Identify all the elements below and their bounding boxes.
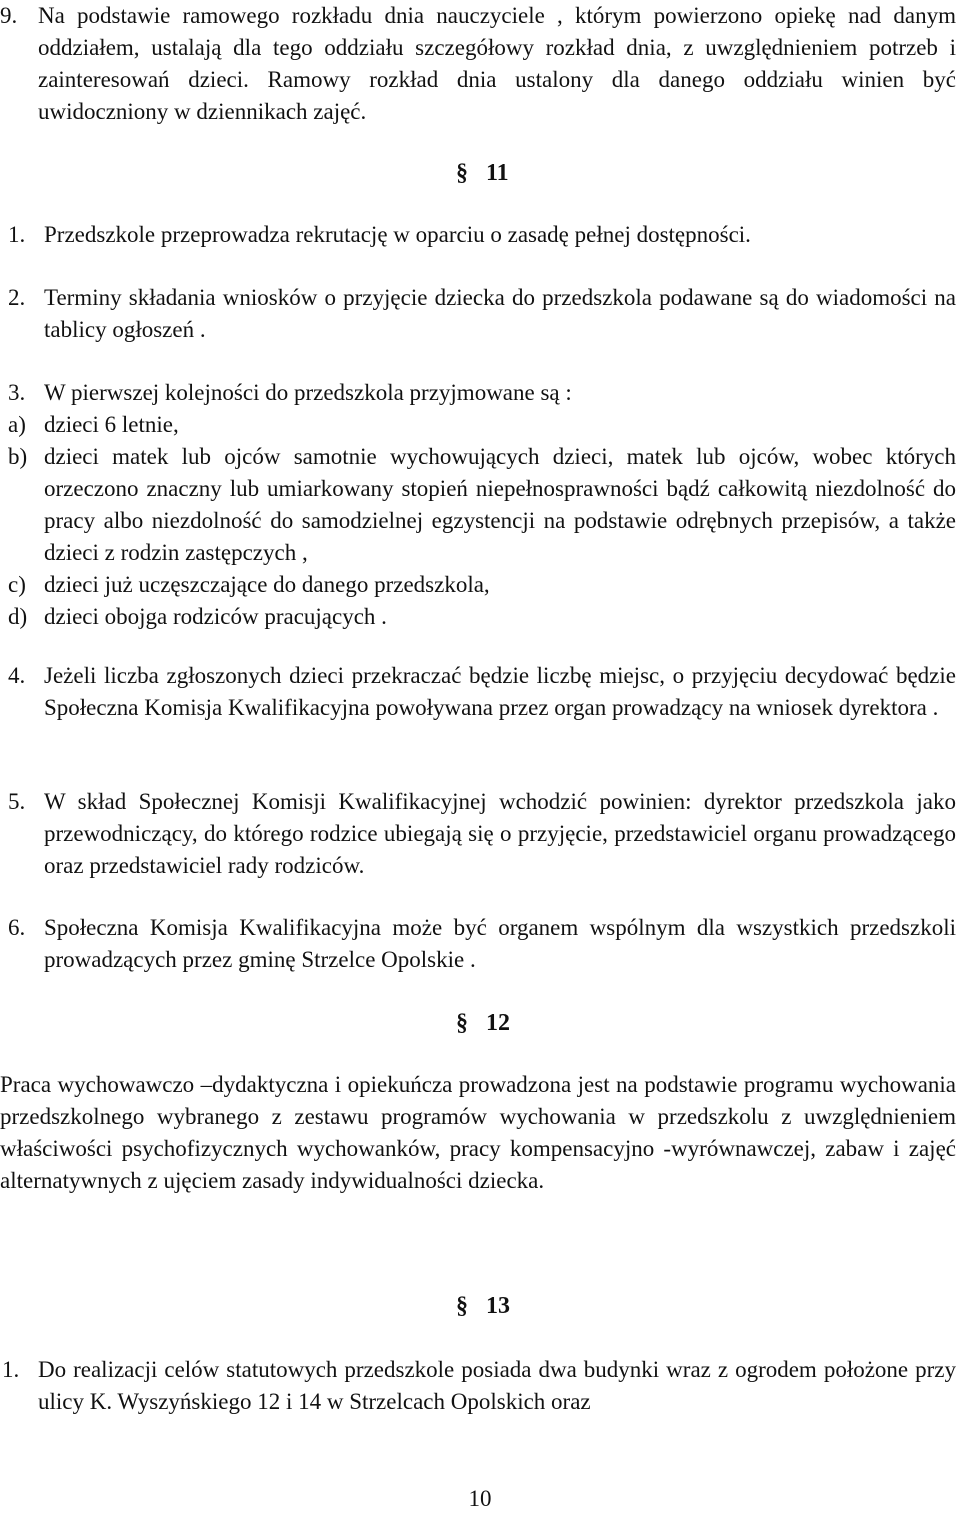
section-13-item-1 [2, 1354, 956, 1418]
section-number: 13 [486, 1293, 510, 1319]
item-number: 3. [8, 380, 26, 405]
sub-item-text: dzieci obojga rodziców pracujących . [44, 604, 387, 629]
item-text: Do realizacji celów statutowych przedszkole posiada dwa budynki wraz z ogrodem położone przy ulicy K. Wyszyńskiego 12 i 14 w Strzelcach Opolskich oraz [38, 1357, 956, 1414]
section-heading-11 [456, 157, 509, 189]
item-3-intro [8, 377, 956, 409]
item-text: W skład Społecznej Komisji Kwalifikacyjnej wchodzić powinien: dyrektor przedszkola jako przewodniczący, do którego rodzice ubiegają się o przyjęcie, przedstawiciel organu prowadzącego oraz przedstawiciel rady rodziców. [44, 789, 956, 878]
section-symbol: § [456, 1010, 468, 1036]
section-11-item-5 [8, 786, 956, 882]
item-text: Przedszkole przeprowadza rekrutację w oparciu o zasadę pełnej dostępności. [44, 222, 751, 247]
sub-item-label: b) [8, 444, 28, 469]
item-text: Na podstawie ramowego rozkładu dnia nauczyciele , którym powierzono opiekę nad danym oddziałem, ustalają dla tego oddziału szczegółowy rozkład dnia, z uwzględnieniem potrzeb i zainteresowań dzieci. Ramowy rozkład dnia ustalony dla danego oddziału winien być uwidoczniony w dziennikach zajęć. [38, 3, 956, 124]
section-heading-12 [456, 1007, 510, 1039]
item-text: Jeżeli liczba zgłoszonych dzieci przekraczać będzie liczbę miejsc, o przyjęciu decydować będzie Społeczna Komisja Kwalifikacyjna powoływana przez organ prowadzący na wniosek dyrektora . [44, 663, 956, 720]
section-number: 12 [486, 1010, 510, 1036]
section-number: 11 [486, 160, 509, 186]
section-heading-13 [456, 1290, 510, 1322]
section-11-item-3 [8, 377, 956, 633]
section-11-item-1 [8, 219, 956, 251]
section-12-text: Praca wychowawczo –dydaktyczna i opiekuńcza prowadzona jest na podstawie programu wychowania przedszkolnego wybranego z zestawu programów wychowania w przedszkolu z uwzględnieniem właściwości psychofizycznych wychowanków, pracy kompensacyjno -wyrównawczej, zabaw i zajęć alternatywnych z ujęciem zasady indywidualności dziecka. [0, 1072, 956, 1193]
sub-item-label: a) [8, 412, 26, 437]
sub-item-text: dzieci matek lub ojców samotnie wychowujących dzieci, matek lub ojców, wobec których orzeczono znaczny lub umiarkowany stopień niepełnosprawności bądź całkowitą niezdolność do pracy albo niezdolność do samodzielnej egzystencji na podstawie odrębnych przepisów, a także dzieci z rodzin zastępczych , [44, 444, 956, 565]
sub-item-d [8, 601, 956, 633]
page-number: 10 [468, 1486, 492, 1511]
item-number: 1. [2, 1357, 20, 1382]
section-symbol: § [456, 1293, 468, 1319]
item-number: 5. [8, 789, 26, 814]
item-number: 4. [8, 663, 26, 688]
sub-item-text: dzieci 6 letnie, [44, 412, 179, 437]
sub-item-c [8, 569, 956, 601]
sub-item-a [8, 409, 956, 441]
section-11-item-2 [8, 282, 956, 346]
sub-item-text: dzieci już uczęszczające do danego przedszkola, [44, 572, 490, 597]
item-text: Terminy składania wniosków o przyjęcie dziecka do przedszkola podawane są do wiadomości na tablicy ogłoszeń . [44, 285, 956, 342]
item-number: 2. [8, 285, 26, 310]
item-number: 9. [0, 3, 18, 28]
section-symbol: § [456, 160, 468, 186]
paragraph-9 [0, 0, 956, 128]
item-number: 1. [8, 222, 26, 247]
section-11-item-6 [8, 912, 956, 976]
section-11-item-4 [8, 660, 956, 724]
sub-item-b [8, 441, 956, 569]
sub-item-label: d) [8, 604, 28, 629]
sub-item-label: c) [8, 572, 26, 597]
item-text: Społeczna Komisja Kwalifikacyjna może być organem wspólnym dla wszystkich przedszkoli prowadzących przez gminę Strzelce Opolskie . [44, 915, 956, 972]
item-number: 6. [8, 915, 26, 940]
item-text: W pierwszej kolejności do przedszkola przyjmowane są : [44, 380, 572, 405]
